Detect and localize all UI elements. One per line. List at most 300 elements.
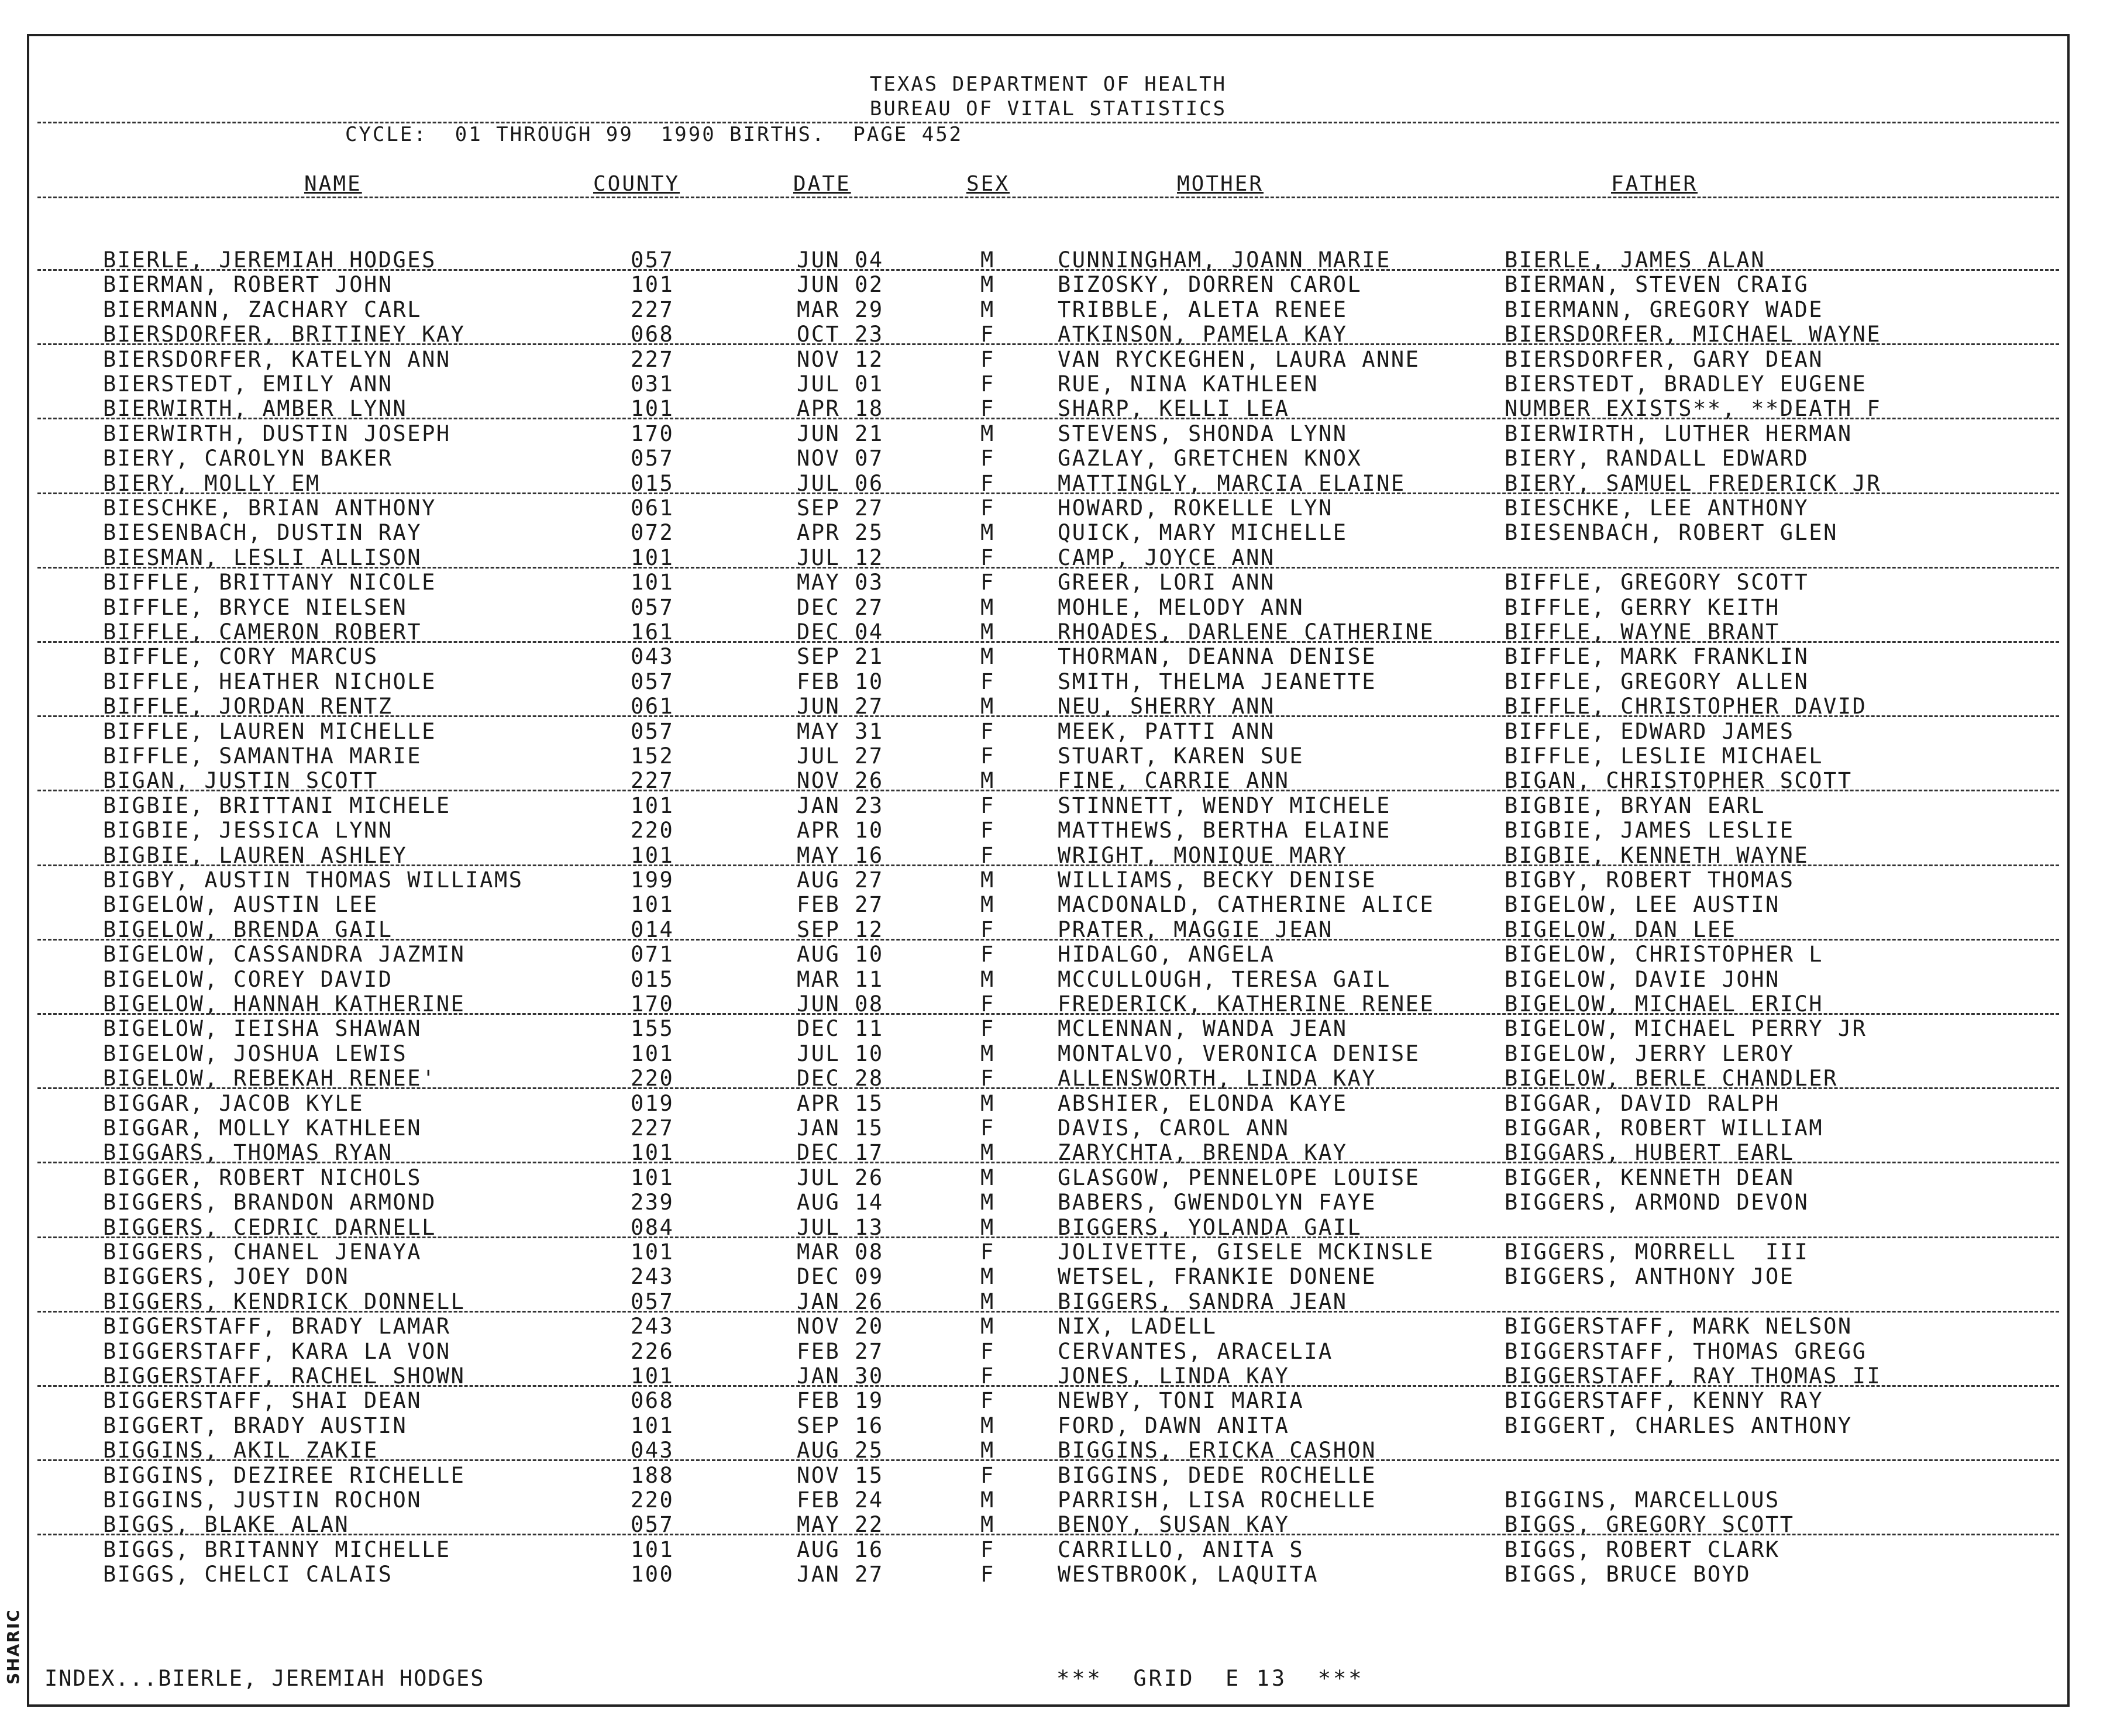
record-row (29, 570, 2067, 595)
record-mother: BIGGERS, SANDRA JEAN (1058, 1289, 1348, 1314)
record-date: DEC 09 (797, 1264, 884, 1290)
record-row (29, 1414, 2067, 1438)
record-mother: RUE, NINA KATHLEEN (1058, 371, 1319, 397)
group-divider (37, 567, 2059, 569)
record-sex: M (980, 520, 995, 546)
record-name: BIERWIRTH, AMBER LYNN (103, 396, 408, 422)
record-name: BIFFLE, BRYCE NIELSEN (103, 594, 408, 620)
record-date: DEC 27 (797, 594, 884, 620)
record-mother: BIGGINS, ERICKA CASHON (1058, 1438, 1377, 1463)
record-date: JUN 04 (797, 247, 884, 273)
record-date: FEB 10 (797, 669, 884, 694)
record-name: BIGGERSTAFF, KARA LA VON (103, 1338, 451, 1364)
record-sex: M (980, 421, 995, 446)
group-divider (37, 939, 2059, 941)
record-father: BIGELOW, JERRY LEROY (1505, 1041, 1795, 1066)
record-date: SEP 21 (797, 644, 884, 670)
record-mother: WESTBROOK, LAQUITA (1058, 1562, 1319, 1587)
record-name: BIGGERS, CHANEL JENAYA (103, 1239, 422, 1265)
record-date: JAN 23 (797, 793, 884, 818)
record-row (29, 1463, 2067, 1488)
record-mother: ABSHIER, ELONDA KAYE (1058, 1090, 1348, 1116)
record-date: FEB 24 (797, 1487, 884, 1513)
record-county: 188 (631, 1462, 674, 1488)
record-county: 227 (631, 346, 674, 372)
bureau-title: BUREAU OF VITAL STATISTICS (869, 97, 1227, 120)
record-county: 057 (631, 247, 674, 273)
record-father: BIFFLE, WAYNE BRANT (1505, 619, 1780, 645)
record-name: BIERMANN, ZACHARY CARL (103, 297, 422, 322)
record-county: 057 (631, 718, 674, 744)
record-row (29, 645, 2067, 669)
record-county: 057 (631, 669, 674, 694)
record-county: 243 (631, 1264, 674, 1290)
record-date: MAY 22 (797, 1512, 884, 1538)
record-sex: M (980, 1487, 995, 1513)
record-name: BIFFLE, LAUREN MICHELLE (103, 718, 436, 744)
record-date: SEP 12 (797, 917, 884, 942)
record-father: BIGBIE, KENNETH WAYNE (1505, 842, 1809, 868)
record-sex: M (980, 619, 995, 645)
record-county: 101 (631, 892, 674, 918)
record-sex: F (980, 818, 995, 843)
record-name: BIERLE, JEREMIAH HODGES (103, 247, 436, 273)
record-mother: BIGGINS, DEDE ROCHELLE (1058, 1462, 1377, 1488)
record-sex: M (980, 1512, 995, 1538)
record-sex: F (980, 371, 995, 397)
record-county: 101 (631, 1140, 674, 1166)
record-sex: M (980, 1140, 995, 1166)
record-name: BIERSTEDT, EMILY ANN (103, 371, 393, 397)
record-date: NOV 12 (797, 346, 884, 372)
record-father: BIGELOW, BERLE CHANDLER (1505, 1066, 1838, 1091)
record-row (29, 397, 2067, 421)
record-sex: F (980, 718, 995, 744)
record-row (29, 1141, 2067, 1165)
record-row (29, 744, 2067, 769)
record-date: AUG 10 (797, 942, 884, 967)
record-county: 061 (631, 495, 674, 521)
record-date: FEB 27 (797, 1338, 884, 1364)
record-sex: F (980, 1016, 995, 1042)
record-page (27, 34, 2070, 1707)
record-mother: STINNETT, WENDY MICHELE (1058, 793, 1391, 818)
record-name: BIGGS, CHELCI CALAIS (103, 1562, 393, 1587)
record-name: BIERY, CAROLYN BAKER (103, 446, 393, 471)
record-mother: ZARYCHTA, BRENDA KAY (1058, 1140, 1348, 1166)
record-father: BIFFLE, LESLIE MICHAEL (1505, 743, 1824, 769)
record-county: 068 (631, 1388, 674, 1414)
record-mother: WETSEL, FRANKIE DONENE (1058, 1264, 1377, 1290)
record-county: 220 (631, 1487, 674, 1513)
record-date: JAN 26 (797, 1289, 884, 1314)
group-divider (37, 1013, 2059, 1015)
record-sex: M (980, 1214, 995, 1240)
record-county: 101 (631, 1239, 674, 1265)
record-date: JUL 12 (797, 545, 884, 570)
record-name: BIFFLE, CORY MARCUS (103, 644, 378, 670)
record-name: BIERMAN, ROBERT JOHN (103, 272, 393, 298)
record-name: BIGBIE, JESSICA LYNN (103, 818, 393, 843)
record-name: BIGGINS, DEZIREE RICHELLE (103, 1462, 466, 1488)
record-row (29, 694, 2067, 719)
record-sex: F (980, 942, 995, 967)
record-row (29, 620, 2067, 645)
record-county: 170 (631, 421, 674, 446)
record-date: JAN 30 (797, 1363, 884, 1389)
column-header-sex: SEX (966, 172, 1010, 196)
record-date: APR 18 (797, 396, 884, 422)
record-sex: M (980, 1289, 995, 1314)
record-mother: NEU, SHERRY ANN (1058, 694, 1275, 719)
record-date: APR 15 (797, 1090, 884, 1116)
record-row (29, 1215, 2067, 1240)
record-father: BIGGS, BRUCE BOYD (1505, 1562, 1751, 1587)
record-name: BIGBY, AUSTIN THOMAS WILLIAMS (103, 867, 524, 893)
record-row (29, 843, 2067, 868)
record-mother: MOHLE, MELODY ANN (1058, 594, 1304, 620)
record-father: BIGGER, KENNETH DEAN (1505, 1165, 1795, 1190)
record-county: 170 (631, 991, 674, 1017)
record-father: BIGGERS, ARMOND DEVON (1505, 1190, 1809, 1215)
record-county: 101 (631, 793, 674, 818)
record-father: BIERY, SAMUEL FREDERICK JR (1505, 470, 1882, 496)
record-sex: M (980, 1165, 995, 1190)
record-sex: M (980, 966, 995, 992)
record-row (29, 422, 2067, 446)
record-father: BIGGERS, ANTHONY JOE (1505, 1264, 1795, 1290)
record-name: BIGGS, BRITANNY MICHELLE (103, 1537, 451, 1562)
record-father: BIGELOW, DAVIE JOHN (1505, 966, 1780, 992)
record-father: BIERLE, JAMES ALAN (1505, 247, 1765, 273)
record-name: BIGELOW, COREY DAVID (103, 966, 393, 992)
record-mother: HOWARD, ROKELLE LYN (1058, 495, 1333, 521)
column-header-divider (37, 197, 2059, 198)
column-header-name: NAME (304, 172, 362, 196)
record-sex: M (980, 892, 995, 918)
record-mother: DAVIS, CAROL ANN (1058, 1115, 1290, 1141)
record-county: 152 (631, 743, 674, 769)
record-row (29, 992, 2067, 1017)
record-date: JUL 06 (797, 470, 884, 496)
record-father: BIGGERSTAFF, MARK NELSON (1505, 1314, 1853, 1339)
record-date: JUN 08 (797, 991, 884, 1017)
group-divider (37, 1311, 2059, 1313)
record-county: 101 (631, 272, 674, 298)
record-name: BIESMAN, LESLI ALLISON (103, 545, 422, 570)
record-row (29, 546, 2067, 570)
record-date: NOV 07 (797, 446, 884, 471)
record-row (29, 1091, 2067, 1116)
record-name: BIGGAR, MOLLY KATHLEEN (103, 1115, 422, 1141)
record-date: JUN 27 (797, 694, 884, 719)
record-county: 239 (631, 1190, 674, 1215)
record-father: NUMBER EXISTS**, **DEATH F (1505, 396, 1882, 422)
record-sex: F (980, 793, 995, 818)
record-father: BIGAN, CHRISTOPHER SCOTT (1505, 768, 1853, 794)
record-father: BIGGINS, MARCELLOUS (1505, 1487, 1780, 1513)
record-mother: WRIGHT, MONIQUE MARY (1058, 842, 1348, 868)
record-county: 101 (631, 1363, 674, 1389)
record-mother: GAZLAY, GRETCHEN KNOX (1058, 446, 1362, 471)
record-mother: STUART, KAREN SUE (1058, 743, 1304, 769)
record-sex: F (980, 1115, 995, 1141)
record-county: 014 (631, 917, 674, 942)
record-mother: FREDERICK, KATHERINE RENEE (1058, 991, 1435, 1017)
column-header-county: COUNTY (593, 172, 680, 196)
record-father: BIFFLE, EDWARD JAMES (1505, 718, 1795, 744)
record-father: BIERSDORFER, MICHAEL WAYNE (1505, 322, 1882, 347)
record-father: BIGELOW, DAN LEE (1505, 917, 1737, 942)
record-sex: F (980, 1239, 995, 1265)
record-father: BIGELOW, MICHAEL ERICH (1505, 991, 1824, 1017)
record-sex: M (980, 594, 995, 620)
record-row (29, 521, 2067, 545)
record-sex: M (980, 867, 995, 893)
record-name: BIGGERS, BRANDON ARMOND (103, 1190, 436, 1215)
record-sex: F (980, 346, 995, 372)
record-mother: SMITH, THELMA JEANETTE (1058, 669, 1377, 694)
record-father: BIERSDORFER, GARY DEAN (1505, 346, 1824, 372)
record-date: JUN 02 (797, 272, 884, 298)
record-name: BIGGERS, JOEY DON (103, 1264, 350, 1290)
record-county: 043 (631, 644, 674, 670)
record-name: BIFFLE, CAMERON ROBERT (103, 619, 422, 645)
record-county: 227 (631, 297, 674, 322)
record-sex: F (980, 396, 995, 422)
record-sex: M (980, 694, 995, 719)
record-mother: JONES, LINDA KAY (1058, 1363, 1290, 1389)
record-county: 101 (631, 1413, 674, 1438)
record-sex: M (980, 1190, 995, 1215)
record-sex: F (980, 545, 995, 570)
record-row (29, 719, 2067, 744)
record-mother: HIDALGO, ANGELA (1058, 942, 1275, 967)
record-date: OCT 23 (797, 322, 884, 347)
record-mother: BABERS, GWENDOLYN FAYE (1058, 1190, 1377, 1215)
record-name: BIERSDORFER, BRITINEY KAY (103, 322, 466, 347)
record-name: BIERWIRTH, DUSTIN JOSEPH (103, 421, 451, 446)
record-name: BIERY, MOLLY EM (103, 470, 321, 496)
record-name: BIGELOW, REBEKAH RENEE' (103, 1066, 436, 1091)
record-father: BIGGS, ROBERT CLARK (1505, 1537, 1780, 1562)
record-sex: M (980, 1264, 995, 1290)
record-mother: PRATER, MAGGIE JEAN (1058, 917, 1333, 942)
record-county: 072 (631, 520, 674, 546)
record-row (29, 446, 2067, 471)
record-father: BIERMAN, STEVEN CRAIG (1505, 272, 1809, 298)
record-name: BIFFLE, HEATHER NICHOLE (103, 669, 436, 694)
record-county: 057 (631, 1512, 674, 1538)
record-father: BIGGARS, HUBERT EARL (1505, 1140, 1795, 1166)
record-county: 101 (631, 1165, 674, 1190)
record-row (29, 1290, 2067, 1314)
record-row (29, 1438, 2067, 1463)
record-row (29, 1538, 2067, 1562)
record-father: BIERWIRTH, LUTHER HERMAN (1505, 421, 1853, 446)
record-row (29, 372, 2067, 397)
record-date: JUL 27 (797, 743, 884, 769)
record-date: SEP 16 (797, 1413, 884, 1438)
record-row (29, 496, 2067, 521)
record-row (29, 1265, 2067, 1289)
record-sex: M (980, 1413, 995, 1438)
record-father: BIGBIE, JAMES LESLIE (1505, 818, 1795, 843)
column-header-father: FATHER (1611, 172, 1698, 196)
record-mother: BENOY, SUSAN KAY (1058, 1512, 1290, 1538)
record-sex: F (980, 917, 995, 942)
record-date: AUG 25 (797, 1438, 884, 1463)
record-father: BIFFLE, CHRISTOPHER DAVID (1505, 694, 1867, 719)
record-date: NOV 15 (797, 1462, 884, 1488)
record-county: 031 (631, 371, 674, 397)
record-row (29, 1190, 2067, 1215)
record-date: AUG 27 (797, 867, 884, 893)
record-name: BIGGERS, KENDRICK DONNELL (103, 1289, 466, 1314)
record-row (29, 868, 2067, 893)
record-name: BIGBIE, BRITTANI MICHELE (103, 793, 451, 818)
record-row (29, 893, 2067, 917)
agency-title: TEXAS DEPARTMENT OF HEALTH (869, 73, 1227, 96)
group-divider (37, 1459, 2059, 1461)
record-mother: THORMAN, DEANNA DENISE (1058, 644, 1377, 670)
record-date: DEC 11 (797, 1016, 884, 1042)
record-date: JAN 15 (797, 1115, 884, 1141)
record-row (29, 670, 2067, 694)
record-county: 100 (631, 1562, 674, 1587)
record-mother: MACDONALD, CATHERINE ALICE (1058, 892, 1435, 918)
record-sex: M (980, 1090, 995, 1116)
record-sex: F (980, 1562, 995, 1587)
record-row (29, 1389, 2067, 1413)
record-name: BIGGINS, AKIL ZAKIE (103, 1438, 378, 1463)
record-mother: GLASGOW, PENNELOPE LOUISE (1058, 1165, 1420, 1190)
record-row (29, 1042, 2067, 1066)
record-mother: ATKINSON, PAMELA KAY (1058, 322, 1348, 347)
record-county: 161 (631, 619, 674, 645)
record-row (29, 918, 2067, 942)
record-county: 015 (631, 966, 674, 992)
record-name: BIGGERT, BRADY AUSTIN (103, 1413, 408, 1438)
record-date: NOV 26 (797, 768, 884, 794)
record-row (29, 273, 2067, 297)
record-name: BIFFLE, SAMANTHA MARIE (103, 743, 422, 769)
record-mother: MCLENNAN, WANDA JEAN (1058, 1016, 1348, 1042)
record-mother: MEEK, PATTI ANN (1058, 718, 1275, 744)
record-county: 243 (631, 1314, 674, 1339)
record-date: FEB 19 (797, 1388, 884, 1414)
record-sex: F (980, 1363, 995, 1389)
record-father: BIGELOW, MICHAEL PERRY JR (1505, 1016, 1867, 1042)
record-county: 226 (631, 1338, 674, 1364)
record-name: BIGELOW, AUSTIN LEE (103, 892, 378, 918)
group-divider (37, 715, 2059, 717)
record-father: BIGGAR, ROBERT WILLIAM (1505, 1115, 1824, 1141)
record-father: BIGGERT, CHARLES ANTHONY (1505, 1413, 1853, 1438)
record-father: BIGGERSTAFF, RAY THOMAS II (1505, 1363, 1882, 1389)
record-name: BIGGINS, JUSTIN ROCHON (103, 1487, 422, 1513)
record-sex: F (980, 495, 995, 521)
record-father: BIGGS, GREGORY SCOTT (1505, 1512, 1795, 1538)
group-divider (37, 492, 2059, 494)
record-father: BIGGERS, MORRELL III (1505, 1239, 1809, 1265)
record-county: 101 (631, 570, 674, 595)
record-row (29, 1066, 2067, 1091)
record-county: 101 (631, 1041, 674, 1066)
record-mother: MATTHEWS, BERTHA ELAINE (1058, 818, 1391, 843)
record-mother: PARRISH, LISA ROCHELLE (1058, 1487, 1377, 1513)
record-date: FEB 27 (797, 892, 884, 918)
group-divider (37, 1236, 2059, 1238)
record-date: APR 25 (797, 520, 884, 546)
record-name: BIGELOW, BRENDA GAIL (103, 917, 393, 942)
record-father: BIGELOW, CHRISTOPHER L (1505, 942, 1824, 967)
header-divider (37, 122, 2059, 123)
record-mother: GREER, LORI ANN (1058, 570, 1275, 595)
record-name: BIFFLE, BRITTANY NICOLE (103, 570, 436, 595)
record-sex: F (980, 322, 995, 347)
record-county: 220 (631, 818, 674, 843)
group-divider (37, 418, 2059, 419)
record-name: BIERSDORFER, KATELYN ANN (103, 346, 451, 372)
record-father: BIGGERSTAFF, THOMAS GREGG (1505, 1338, 1867, 1364)
record-row (29, 471, 2067, 496)
record-sex: F (980, 1066, 995, 1091)
record-sex: F (980, 842, 995, 868)
record-county: 084 (631, 1214, 674, 1240)
record-county: 101 (631, 545, 674, 570)
record-county: 199 (631, 867, 674, 893)
record-row (29, 322, 2067, 347)
record-father: BIERSTEDT, BRADLEY EUGENE (1505, 371, 1867, 397)
record-mother: ALLENSWORTH, LINDA KAY (1058, 1066, 1377, 1091)
index-footer: INDEX...BIERLE, JEREMIAH HODGES (44, 1666, 485, 1691)
record-date: JUL 10 (797, 1041, 884, 1066)
record-name: BIGGARS, THOMAS RYAN (103, 1140, 393, 1166)
record-sex: M (980, 247, 995, 273)
record-sex: M (980, 1041, 995, 1066)
record-county: 227 (631, 1115, 674, 1141)
record-date: DEC 28 (797, 1066, 884, 1091)
record-name: BIGGERSTAFF, RACHEL SHOWN (103, 1363, 466, 1389)
group-divider (37, 343, 2059, 345)
record-mother: WILLIAMS, BECKY DENISE (1058, 867, 1377, 893)
record-mother: FINE, CARRIE ANN (1058, 768, 1290, 794)
record-date: JUL 01 (797, 371, 884, 397)
record-name: BIESCHKE, BRIAN ANTHONY (103, 495, 436, 521)
record-name: BIGGERSTAFF, BRADY LAMAR (103, 1314, 451, 1339)
record-mother: TRIBBLE, ALETA RENEE (1058, 297, 1348, 322)
record-name: BIGGER, ROBERT NICHOLS (103, 1165, 422, 1190)
record-date: JUN 21 (797, 421, 884, 446)
record-name: BIGGS, BLAKE ALAN (103, 1512, 350, 1538)
record-sex: F (980, 470, 995, 496)
record-row (29, 1488, 2067, 1513)
record-father: BIESENBACH, ROBERT GLEN (1505, 520, 1838, 546)
record-sex: F (980, 1338, 995, 1364)
record-sex: M (980, 768, 995, 794)
record-date: DEC 17 (797, 1140, 884, 1166)
record-sex: M (980, 272, 995, 298)
group-divider (37, 1162, 2059, 1163)
record-sex: F (980, 743, 995, 769)
record-row (29, 1562, 2067, 1587)
record-father: BIGBY, ROBERT THOMAS (1505, 867, 1795, 893)
group-divider (37, 790, 2059, 791)
record-county: 101 (631, 396, 674, 422)
record-date: AUG 16 (797, 1537, 884, 1562)
record-mother: FORD, DAWN ANITA (1058, 1413, 1290, 1438)
